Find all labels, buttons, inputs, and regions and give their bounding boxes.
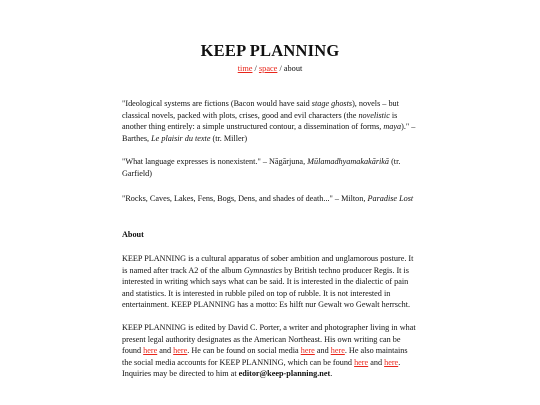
writing-link-1[interactable]: here — [143, 346, 158, 356]
quote-text: (tr. Garfield) — [122, 157, 401, 178]
about-paragraph-2 — [122, 322, 418, 380]
quote-source: Paradise Lost — [367, 194, 414, 203]
quote-source: Le plaisir du texte — [151, 133, 211, 143]
quote-text: "Ideological systems are fictions (Bacon would have said — [122, 99, 312, 108]
kp-social-link-1[interactable]: here — [354, 357, 369, 367]
quote-text: is another thing entirely: a simple unstructured contour, a dissemination of forms, — [122, 110, 398, 132]
about-text: . He can be found on social media — [187, 346, 301, 356]
quote-text: (tr. Miller) — [210, 133, 248, 143]
quote-emphasis: stage ghosts — [311, 99, 353, 108]
quote-text: "What language expresses is nonexistent." – Nāgārjuna, — [122, 157, 308, 166]
site-nav — [0, 64, 540, 73]
about-paragraph-1 — [122, 253, 418, 311]
about-text: . He also maintains the social media accounts for KEEP PLANNING, which can be found — [122, 346, 408, 367]
contact-email: editor@keep-planning.net — [238, 369, 331, 379]
about-text: . Inquiries may be directed to him at — [122, 357, 401, 379]
quote-milton — [122, 193, 418, 205]
quote-emphasis: maya — [383, 122, 402, 132]
nav-separator: / — [254, 64, 257, 73]
nav-link-time[interactable]: time — [237, 64, 253, 73]
about-text: and — [314, 346, 331, 356]
quote-source: Mūlamadhyamakakārikā — [307, 157, 390, 166]
writing-link-2[interactable]: here — [173, 346, 188, 356]
quote-text: "Rocks, Caves, Lakes, Fens, Bogs, Dens, and shades of death..." – Milton, — [122, 194, 368, 203]
quote-barthes — [122, 98, 418, 144]
nav-current-about: about — [283, 64, 303, 73]
kp-social-link-2[interactable]: here — [384, 357, 399, 367]
quote-nagarjuna — [122, 156, 418, 179]
site-title: KEEP PLANNING — [200, 41, 340, 60]
about-text: and — [157, 346, 174, 356]
nav-link-space[interactable]: space — [258, 64, 278, 73]
about-text: . — [330, 369, 333, 379]
quote-text: )." – Barthes, — [122, 122, 416, 143]
nav-separator: / — [279, 64, 282, 73]
about-text: KEEP PLANNING is edited by David C. Porter, a writer and photographer living in what present legal authority designates as the American Northeast. His own writing can be found — [122, 323, 416, 356]
social-link-1[interactable]: here — [300, 346, 315, 356]
album-title: Gymnastics — [243, 265, 283, 275]
quote-emphasis: novelistic — [358, 110, 390, 120]
about-text: and — [368, 357, 385, 367]
social-link-2[interactable]: here — [330, 346, 345, 356]
about-heading: About — [122, 230, 144, 239]
quote-text: ), novels – but classical novels, packed with plots, crises, good and evil characters (the — [122, 99, 399, 120]
about-text: by British techno producer Regis. It is interested in writing which says what can be said. It is interested in the dialectic of pain and statistics. It is interested in rubble piled on top of rubble. It is not interested in entertainment. KEEP PLANNING has a motto: Es hilft nur Gewalt wo Gewalt herrscht. — [122, 265, 411, 310]
about-text: KEEP PLANNING is a cultural apparatus of sober ambition and unglamorous posture. It is named after track A2 of the album — [122, 254, 414, 275]
